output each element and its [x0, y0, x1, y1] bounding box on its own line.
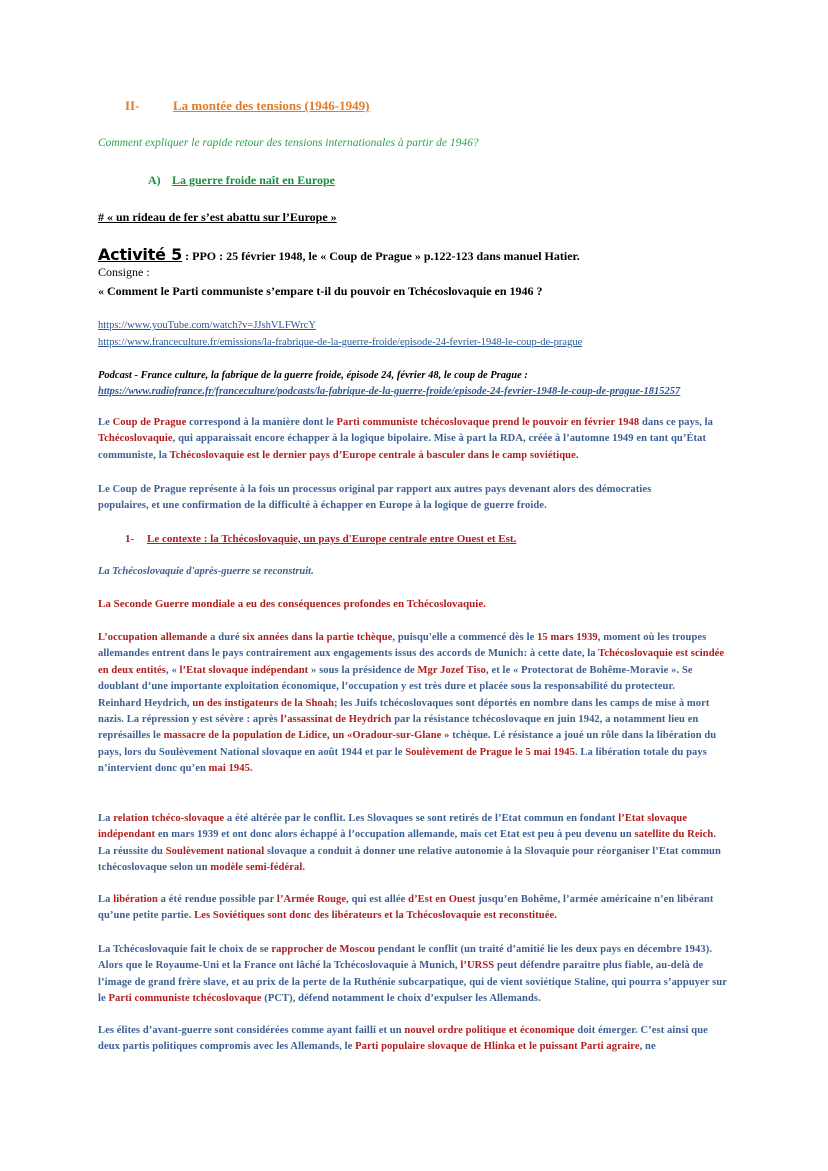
paragraph-relation: [98, 811, 730, 877]
consigne-question: « Comment le Parti communiste s’empare t-il du pouvoir en Tchécoslovaquie en 1946 ?: [98, 284, 543, 298]
subsection-a-letter: A): [148, 173, 161, 187]
paragraph-text: .: [249, 763, 253, 775]
highlighted-text: six années dans la partie tchèque: [242, 632, 393, 643]
red-heading: La Seconde Guerre mondiale a eu des conséquences profondes en Tchécoslovaquie.: [98, 598, 486, 610]
highlighted-text: l’URSS: [460, 960, 495, 972]
section-number: II-: [125, 98, 140, 113]
paragraph-text: , «: [166, 664, 180, 676]
franceculture-link[interactable]: https://www.franceculture.fr/emissions/la-frabrique-de-la-guerre-froide/episode-24-fevrier-1948-le-coup-de-prague: [98, 337, 583, 348]
highlighted-text: satellite du Reich: [634, 829, 714, 841]
highlighted-text: mai 1945: [208, 763, 250, 775]
highlighted-text: Soulèvement national: [165, 845, 265, 857]
paragraph-text: pendant le conflit (un traité d’amitié lie les deux pays en décembre 1943). Alors que le Royaume-Uni et la France ont lâché la Tchécoslovaquie à Munich,: [98, 944, 713, 972]
paragraph-text: Le: [98, 417, 113, 428]
paragraph-moscou: [98, 942, 730, 1008]
paragraph-text: , qui apparaissait encore échapper à la logique bipolaire. Mise à part la RDA, créée à l’automne 1949 en tant qu’État communiste, la: [98, 433, 707, 461]
paragraph-text: tchèque. Lé résistance a joué un rôle dans la libération du pays, lors du Soulèvement National slovaque en août 1944 et par le: [98, 730, 717, 758]
paragraph-text: slovaque a conduit à donner une relative autonomie à la Slovaquie pour réorganiser l’Etat commun tchécoslovaque selon un: [98, 845, 721, 874]
section-heading: [125, 98, 369, 114]
highlighted-text: libération: [113, 894, 158, 905]
highlighted-text: Parti communiste tchécoslovaque prend le pouvoir en février 1948: [336, 417, 640, 428]
subsection-a-title: La guerre froide naît en Europe: [172, 173, 335, 187]
paragraph-text: par la résistance tchécoslovaque en juin 1942, a notamment lieu en représailles le: [98, 714, 699, 742]
paragraph-text: , moment où les troupes allemandes entrent dans le pays contrairement aux engagements issus des accords de Munich: à cette date, la: [98, 632, 707, 660]
section-title: La montée des tensions (1946-1949): [173, 98, 370, 113]
paragraph-text: en mars 1939 et ont donc alors échappé à l’occupation allemande, mais cet Etat est peu à peu devenu un: [155, 829, 635, 841]
highlighted-text: relation tchéco-slovaque: [113, 813, 225, 824]
highlighted-text: Tchécoslovaquie est le dernier pays d’Europe centrale à basculer dans le camp soviétique.: [169, 449, 579, 461]
highlighted-text: Les Soviétiques sont donc des libérateurs et la Tchécoslovaquie est reconstituée.: [194, 910, 557, 922]
highlighted-text: l’Etat slovaque indépendant: [98, 813, 688, 841]
paragraph-text: a été rendue possible par: [157, 894, 277, 905]
highlighted-text: nouvel ordre politique et économique: [404, 1025, 575, 1036]
paragraph-processus: [98, 482, 730, 515]
paragraph-text: doit émerger. C’est ainsi que deux partis politiques compromis avec les Allemands, le: [98, 1025, 708, 1053]
paragraph-text: La: [98, 813, 114, 824]
highlighted-text: Mgr Jozef Tiso: [417, 664, 487, 676]
subsection-1-heading: [125, 533, 516, 545]
guiding-question: Comment expliquer le rapide retour des tensions internationales à partir de 1946?: [98, 137, 479, 149]
highlighted-text: un des instigateurs de la Shoah: [192, 697, 335, 709]
paragraph-text: jusqu’en Bohême, l’armée américaine n’en libérant qu’une petite partie.: [98, 894, 714, 922]
paragraph-text: . La libération totale du pays n’intervient donc qu’en: [98, 746, 707, 775]
highlighted-text: l’Armée Rouge: [276, 894, 347, 905]
paragraph-text: Les élites d’avant-guerre sont considérées comme ayant failli et un: [98, 1025, 405, 1036]
paragraph-text: dans ce pays, la: [639, 417, 714, 428]
highlighted-text: Soulèvement de Prague le 5 mai 1945: [405, 746, 575, 758]
paragraph-text: a duré: [207, 632, 243, 643]
paragraph-text: ; les Juifs tchécoslovaques sont déportés en nombre dans les camps de mise à mort nazis. La répression y est sévère : après: [98, 697, 710, 726]
activity-heading: [98, 245, 730, 264]
highlighted-text: d’Est en Ouest: [408, 894, 476, 905]
paragraph-text: . La réussite du: [98, 829, 717, 857]
italic-intro: La Tchécoslovaquie d'après-guerre se reconstruit.: [98, 566, 314, 577]
highlighted-text: 15 mars 1939: [537, 632, 598, 643]
activity-text: : PPO : 25 février 1948, le « Coup de Prague » p.122-123 dans manuel Hatier.: [182, 249, 580, 263]
paragraph-text: a été altérée par le conflit. Les Slovaques se sont retirés de l’Etat commun en fondant: [224, 813, 619, 824]
podcast-description: Podcast - France culture, la fabrique de la guerre froide, épisode 24, février 48, le coup de Prague :: [98, 370, 528, 381]
paragraph-coup-de-prague: [98, 415, 730, 464]
activity-label: Activité 5: [98, 245, 183, 264]
highlighted-text: l’assassinat de Heydrich: [280, 714, 392, 726]
paragraph-text: » sous la présidence de: [308, 664, 418, 676]
subsection-a-heading: [148, 173, 335, 188]
paragraph-text: , qui est allée: [346, 894, 409, 905]
highlighted-text: l’Etat slovaque indépendant: [179, 664, 309, 676]
highlighted-text: Parti populaire slovaque de Hlinka et le puissant Parti agraire: [355, 1041, 640, 1053]
paragraph-text: correspond à la manière dont le: [186, 417, 337, 428]
paragraph-line: populaires, et une confirmation de la difficulté à échapper en Europe à la logique de guerre froide.: [98, 500, 547, 512]
paragraph-text: , ne: [639, 1041, 656, 1053]
paragraph-text: , puisqu'elle a commencé dès le: [392, 632, 538, 643]
subsection-1-title: Le contexte : la Tchécoslovaquie, un pays d'Europe centrale entre Ouest et Est.: [147, 533, 517, 545]
paragraph-text: (PCT), défend notamment le choix d’expulser les Allemands.: [261, 993, 541, 1005]
paragraph-occupation: [98, 630, 730, 778]
paragraph-text: .: [302, 862, 306, 874]
paragraph-elites: [98, 1023, 730, 1056]
highlighted-text: massacre de la population de Lidice, un «Oradour-sur-Glane »: [163, 730, 450, 742]
youtube-link[interactable]: https://www.youTube.com/watch?v=JJshVLFWrcY: [98, 320, 316, 331]
highlighted-text: Coup de Prague: [112, 417, 187, 428]
paragraph-liberation: [98, 892, 730, 925]
highlighted-text: rapprocher de Moscou: [271, 944, 376, 955]
subsection-1-number: 1-: [125, 533, 135, 545]
paragraph-text: , et le « Protectorat de Bohême-Moravie ». Se doublant d’une importante exploitation économique, l’occupation y est très dure et placée sous la responsabilité du protecteur.: [98, 664, 693, 693]
highlighted-text: modèle semi-fédéral: [210, 862, 303, 874]
paragraph-text: peut défendre paraitre plus fiable, au-delà de l’image de grand frère slave, et au prix de la perte de la Ruthénie subcarpatique, qui de vient soviétique Staline, qui pourra s’appuyer sur le: [98, 960, 727, 1005]
highlighted-text: Parti communiste tchécoslovaque: [108, 993, 262, 1005]
podcast-link[interactable]: https://www.radiofrance.fr/franceculture/podcasts/la-fabrique-de-la-guerre-froide/episode-24-fevrier-1948-le-coup-de-prague-1815257: [98, 386, 681, 397]
curtain-heading: # « un rideau de fer s’est abattu sur l’Europe »: [98, 210, 337, 224]
paragraph-line: Le Coup de Prague représente à la fois un processus original par rapport aux autres pays devenant alors des démocraties: [98, 484, 652, 495]
paragraph-text: La Tchécoslovaquie fait le choix de se: [98, 944, 272, 955]
consigne-label: Consigne :: [98, 265, 150, 279]
paragraph-text: La: [98, 894, 114, 905]
highlighted-text: Tchécoslovaquie: [98, 433, 173, 445]
paragraph-text: Reinhard Heydrich,: [98, 697, 193, 709]
highlighted-text: Tchécoslovaquie est scindée en deux entités: [98, 648, 725, 676]
highlighted-text: L’occupation allemande: [98, 632, 208, 643]
